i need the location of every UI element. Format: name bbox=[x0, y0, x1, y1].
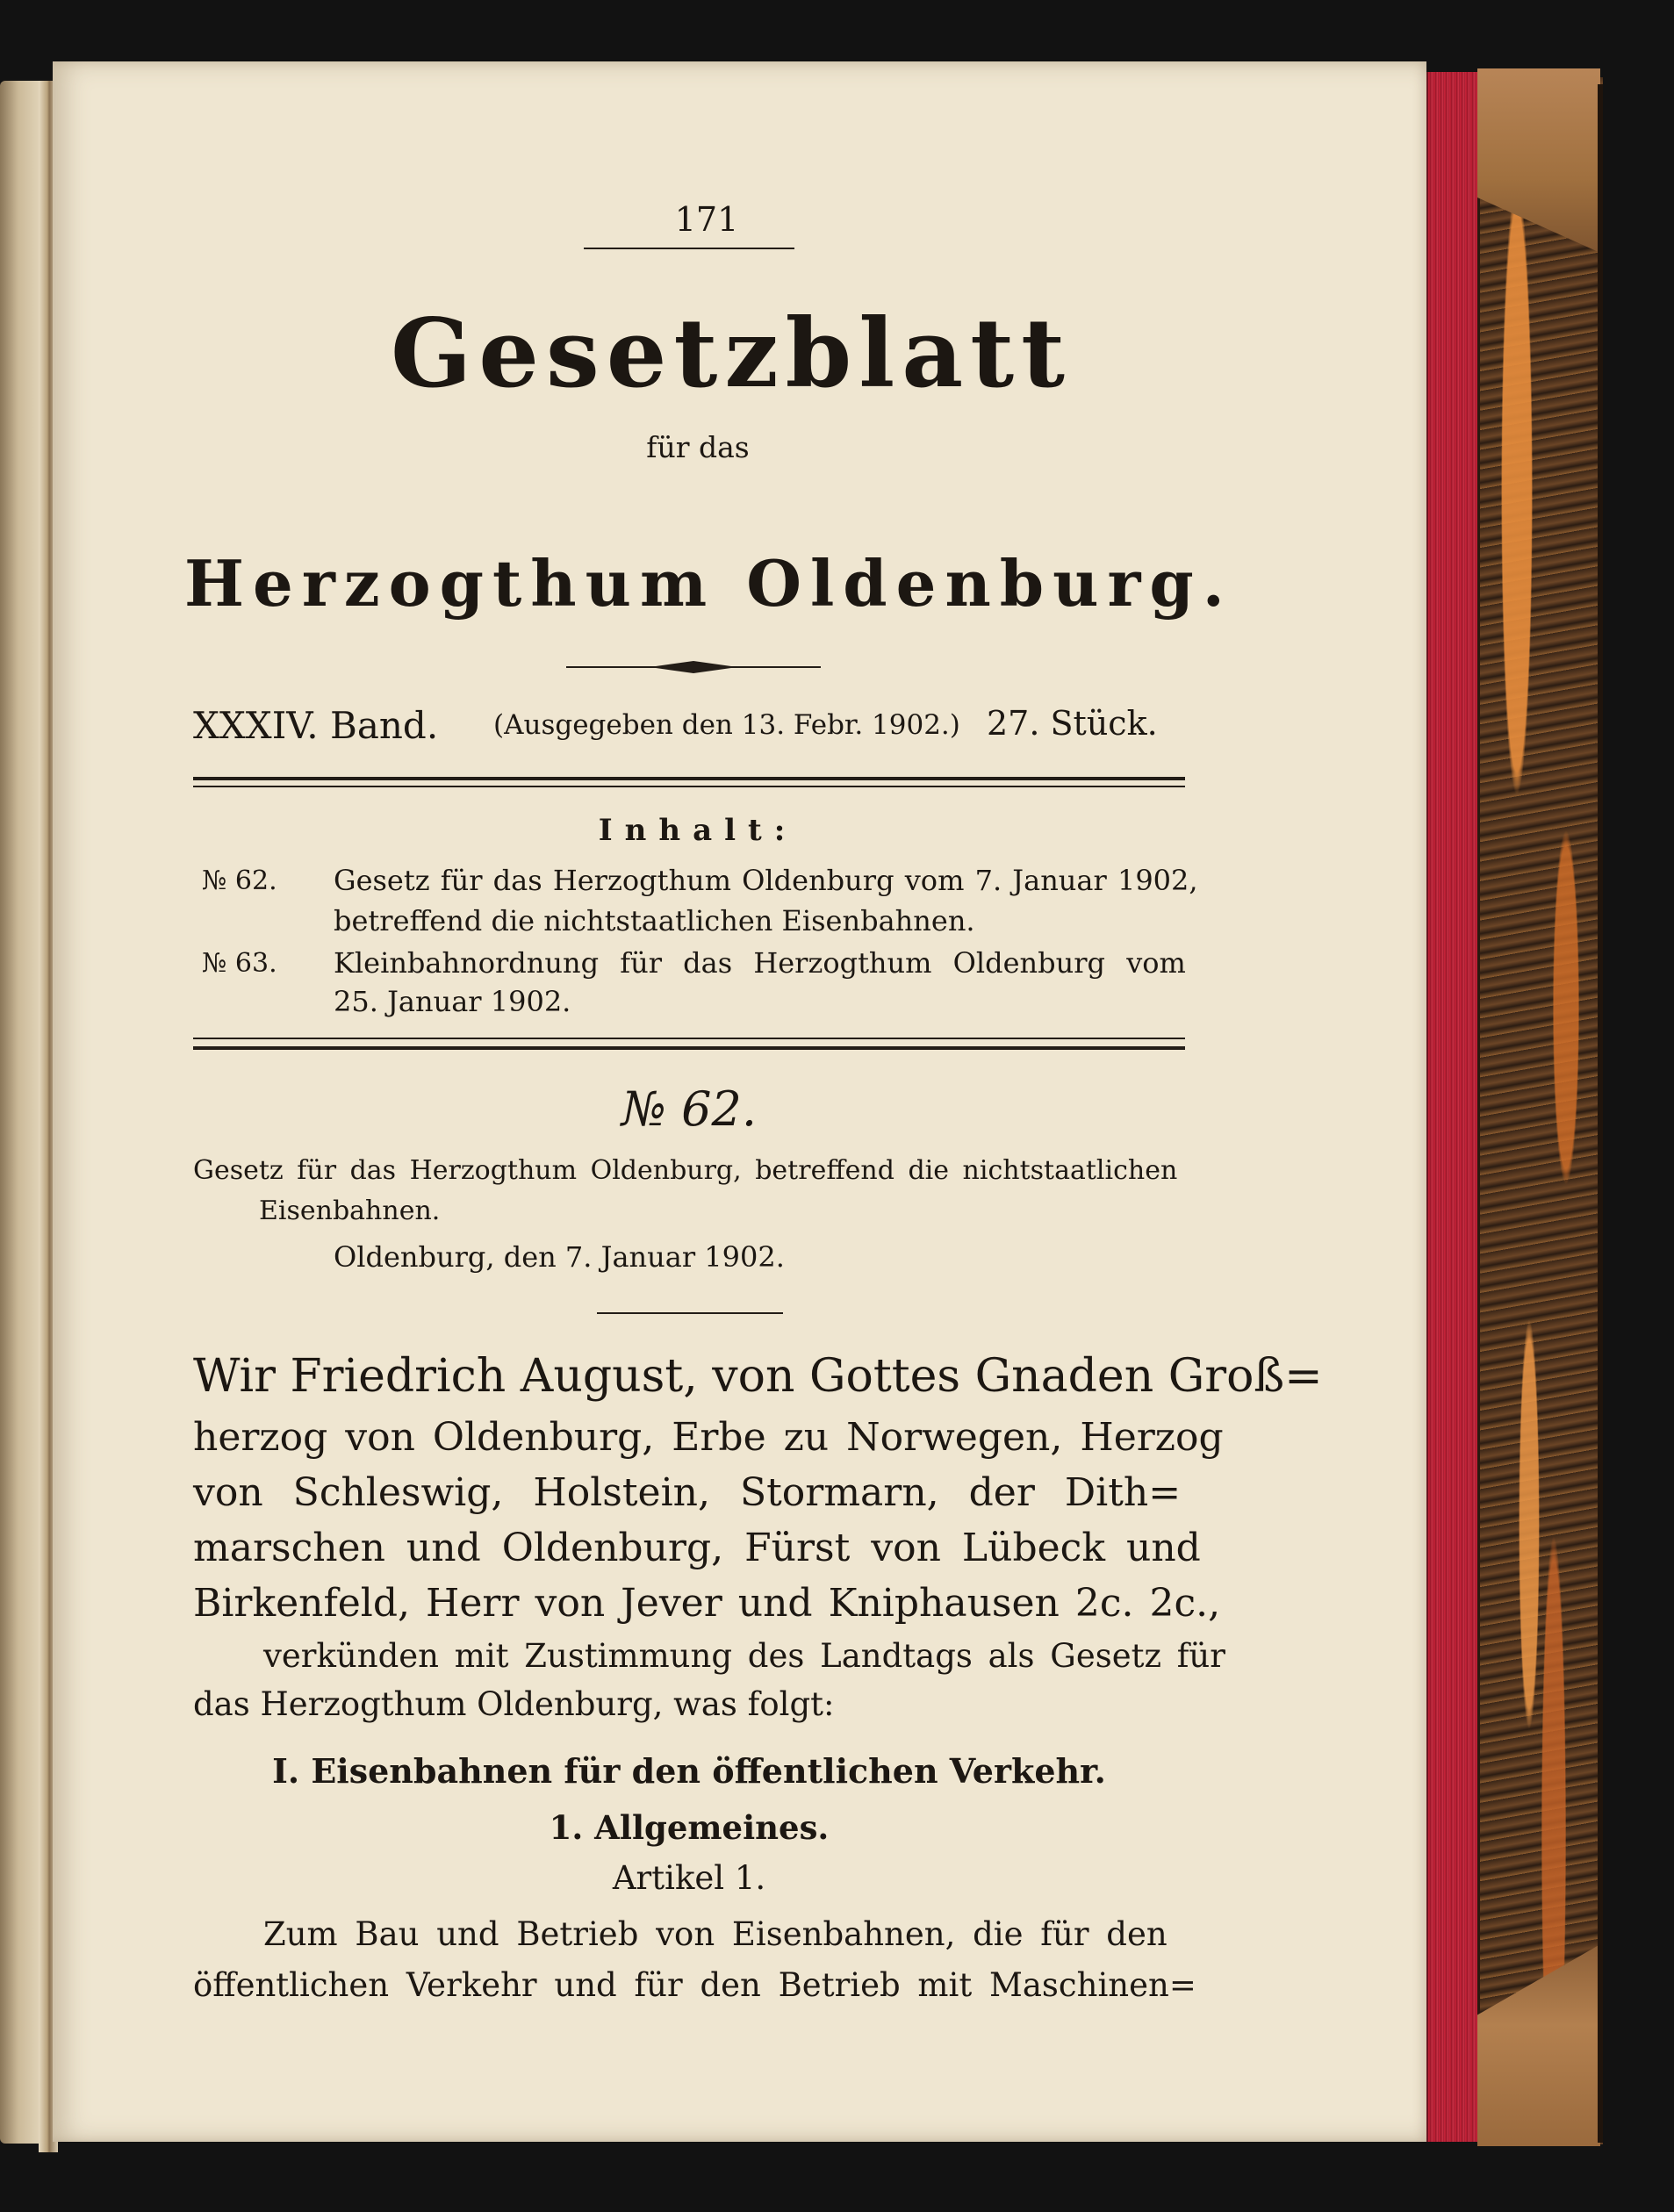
decree-line-2: das Herzogthum Oldenburg, was folgt: bbox=[193, 1685, 835, 1723]
law-place-date: Oldenburg, den 7. Januar 1902. bbox=[334, 1240, 785, 1274]
law-title-line-1: Gesetz für das Herzogthum Oldenburg, betreffend die nichtstaatlichen bbox=[193, 1155, 1178, 1186]
preamble-line-4: marschen und Oldenburg, Fürst von Lübeck und bbox=[193, 1526, 1201, 1570]
section-heading: I. Eisenbahnen für den öffentlichen Verkehr. bbox=[272, 1751, 1106, 1791]
preamble-line-3: von Schleswig, Holstein, Stormarn, der Dith= bbox=[193, 1470, 1182, 1515]
issue-date: (Ausgegeben den 13. Febr. 1902.) bbox=[493, 709, 960, 741]
marbled-cover bbox=[1477, 77, 1603, 2144]
article-heading: Artikel 1. bbox=[612, 1859, 766, 1897]
decree-line-1: verkünden mit Zustimmung des Landtags als Gesetz für bbox=[263, 1637, 1225, 1675]
page-number: 171 bbox=[674, 200, 739, 239]
contents-heading: Inhalt: bbox=[598, 813, 798, 848]
page bbox=[53, 61, 1426, 2142]
ornament-rule bbox=[566, 657, 821, 678]
law-number: № 62. bbox=[621, 1081, 758, 1137]
article-body-line-2: öffentlichen Verkehr und für den Betrieb mit Maschinen= bbox=[193, 1966, 1196, 2004]
law-title-line-2: Eisenbahnen. bbox=[259, 1196, 441, 1226]
double-rule-top-2 bbox=[193, 786, 1185, 787]
duchy-title: Herzogthum Oldenburg. bbox=[184, 546, 1233, 621]
article-body-line-1: Zum Bau und Betrieb von Eisenbahnen, die für den bbox=[263, 1915, 1167, 1953]
contents-item-no-2: № 63. bbox=[202, 948, 277, 979]
volume-label: XXXIV. Band. bbox=[193, 704, 439, 747]
preamble-line-5: Birkenfeld, Herr von Jever und Kniphausen 2c. 2c., bbox=[193, 1581, 1221, 1626]
piece-number: 27. Stück. bbox=[987, 704, 1158, 743]
for-the-label: für das bbox=[646, 430, 750, 464]
contents-item-1-line-2: betreffend die nichtstaatlichen Eisenbahnen. bbox=[334, 904, 975, 937]
page-number-rule bbox=[584, 248, 794, 249]
preamble-line-1: Wir Friedrich August, von Gottes Gnaden Groß= bbox=[193, 1350, 1323, 1403]
contents-item-2-line-2: 25. Januar 1902. bbox=[334, 985, 571, 1018]
gazette-title: Gesetzblatt bbox=[391, 298, 1072, 409]
subsection-heading: 1. Allgemeines. bbox=[549, 1808, 830, 1847]
cover-edge bbox=[1598, 84, 1603, 2143]
contents-item-1-line-1: Gesetz für das Herzogthum Oldenburg vom 7. Januar 1902, bbox=[334, 864, 1198, 897]
double-rule-top-1 bbox=[193, 777, 1185, 780]
short-rule bbox=[597, 1312, 783, 1314]
double-rule-bottom-1 bbox=[193, 1038, 1185, 1039]
contents-item-2-line-1: Kleinbahnordnung für das Herzogthum Oldenburg vom bbox=[334, 946, 1186, 980]
double-rule-bottom-2 bbox=[193, 1046, 1185, 1050]
contents-item-no-1: № 62. bbox=[202, 865, 277, 896]
red-page-edges bbox=[1426, 72, 1479, 2142]
preamble-line-2: herzog von Oldenburg, Erbe zu Norwegen, Herzog bbox=[193, 1415, 1224, 1460]
